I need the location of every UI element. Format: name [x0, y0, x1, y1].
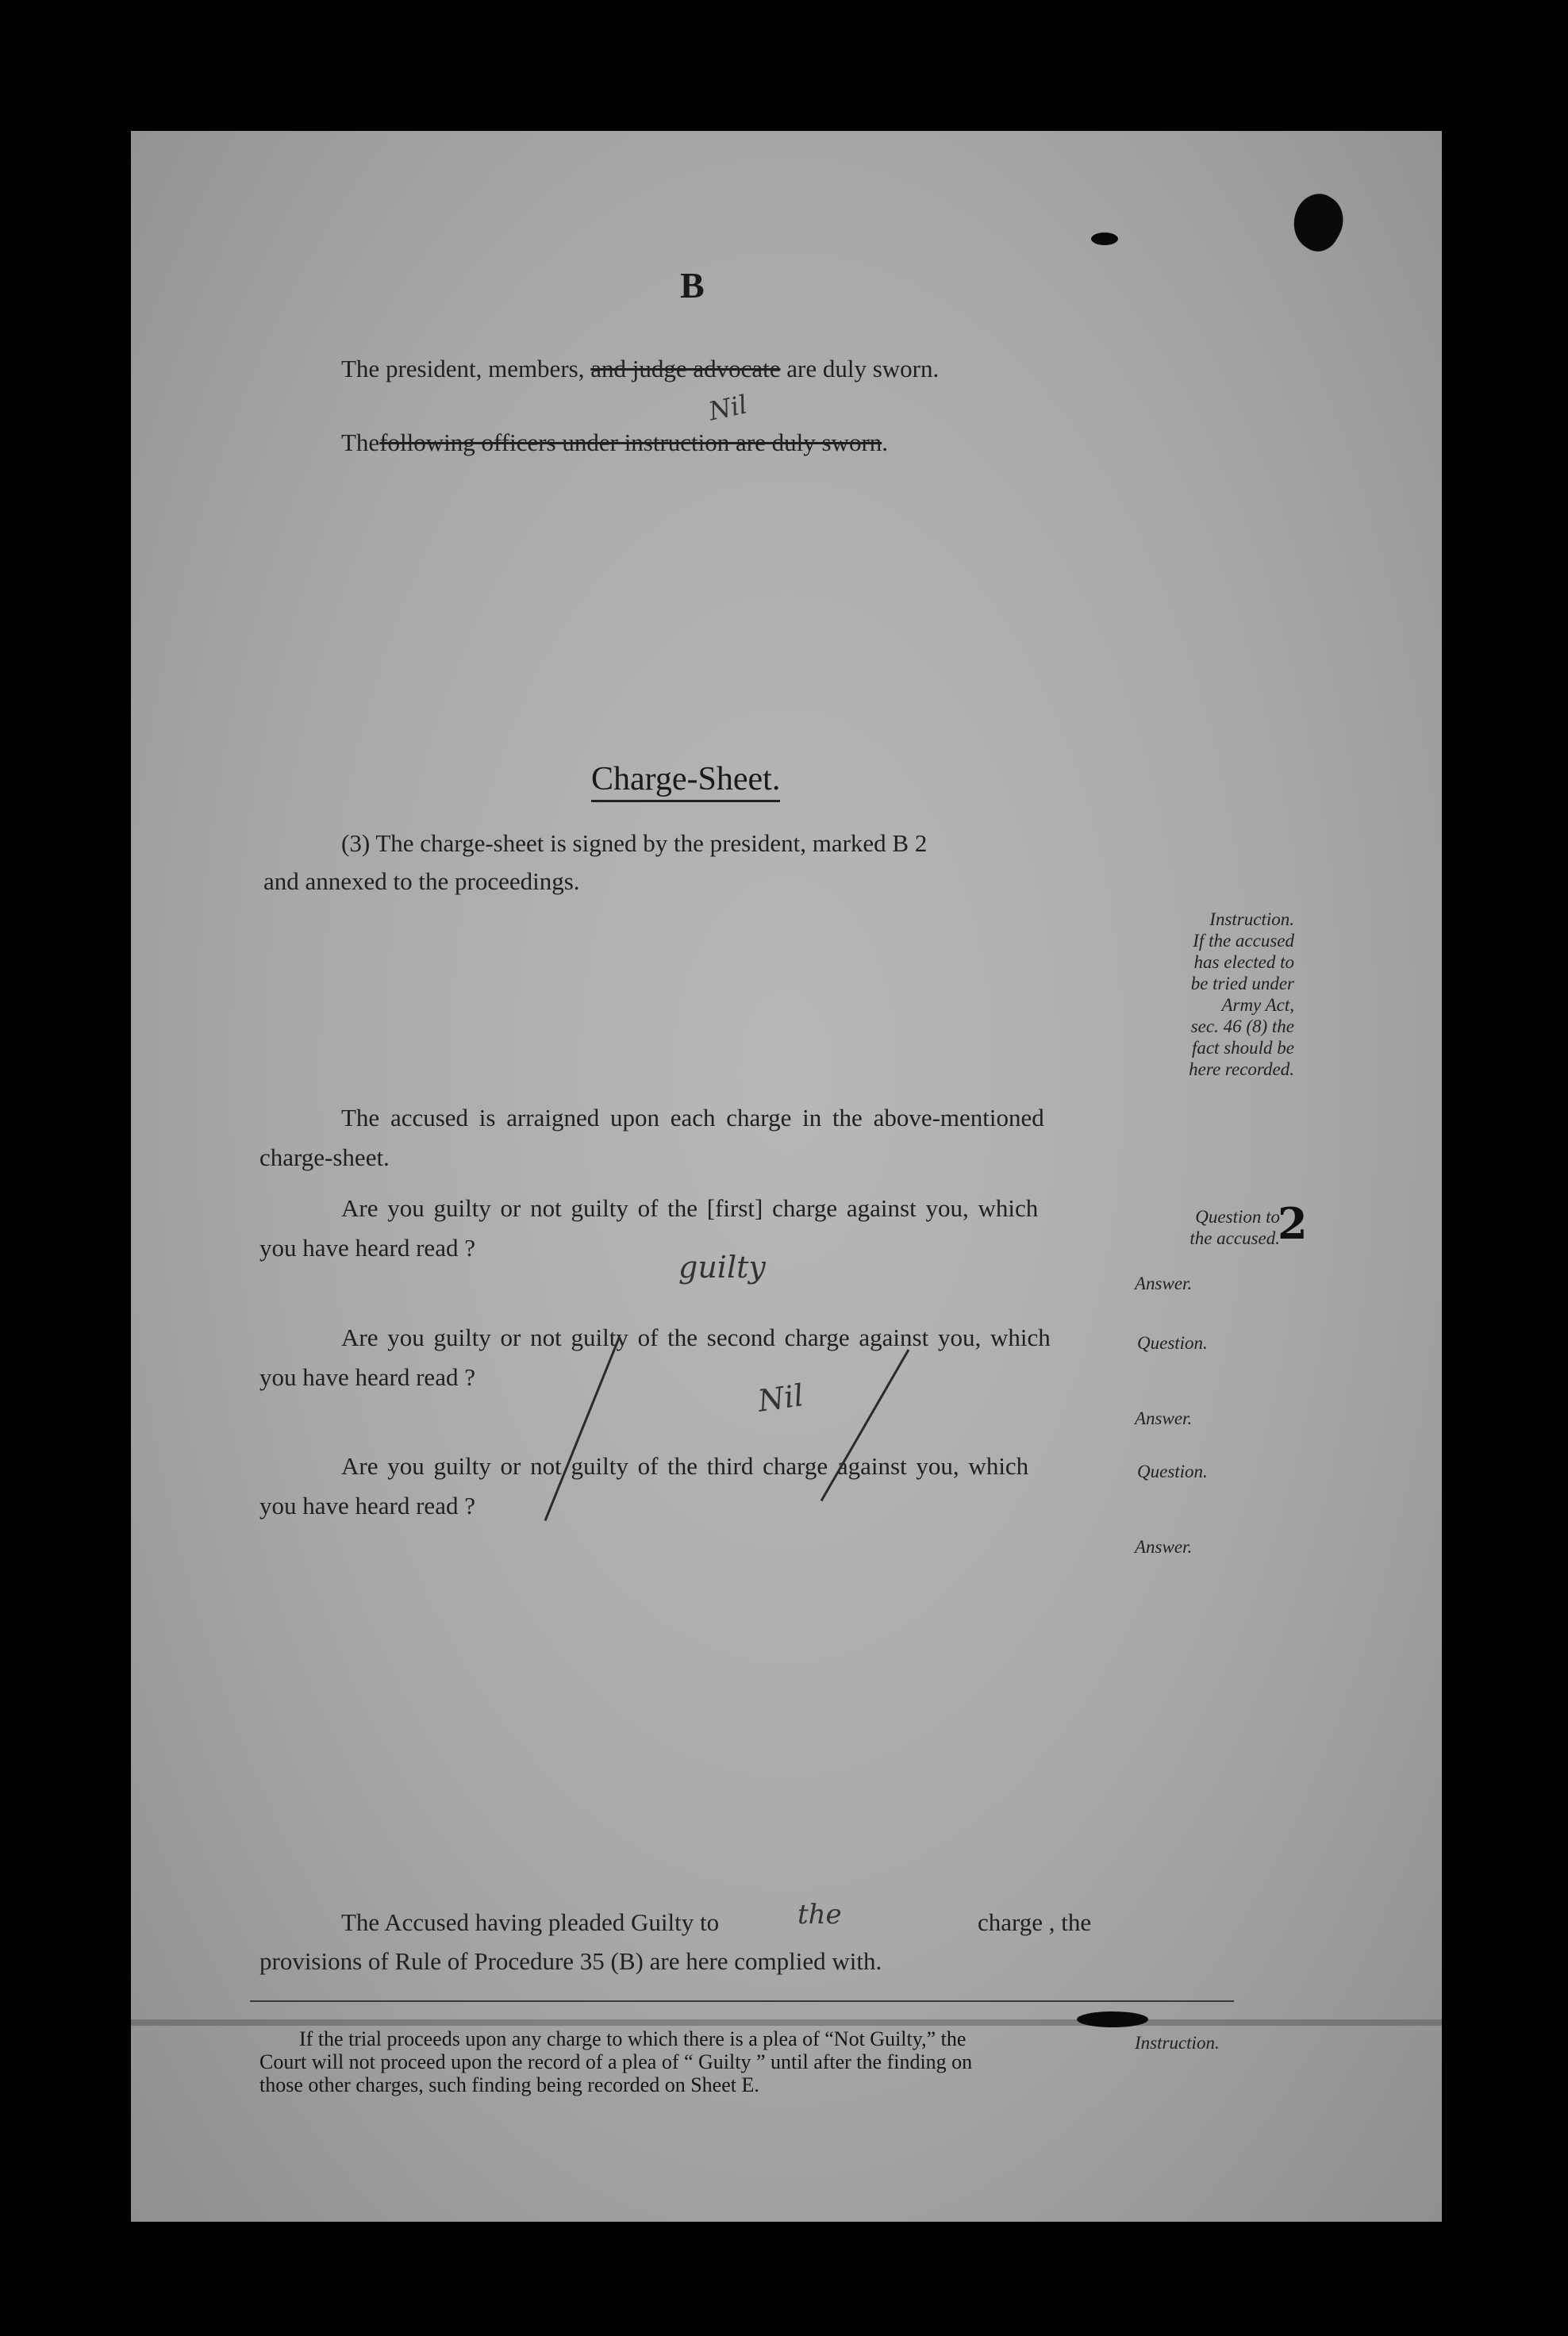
paper-fold — [131, 2019, 1442, 2026]
instruction-line: be tried under — [1190, 974, 1294, 993]
question-1-line1: Are you guilty or not guilty of the [first] charge against you, which — [341, 1194, 1039, 1222]
question-margin-text: the accused. — [1189, 1228, 1280, 1248]
instruction-line: fact should be — [1191, 1038, 1294, 1058]
answer-2-label: Answer. — [1135, 1408, 1193, 1428]
section-title-charge-sheet: Charge-Sheet. — [591, 760, 780, 802]
instruction-line: sec. 46 (8) the — [1190, 1016, 1294, 1036]
footnote-instruction-label: Instruction. — [1135, 2033, 1220, 2053]
instruction-line: has elected to — [1193, 952, 1294, 972]
footnote-line: If the trial proceeds upon any charge to which there is a plea of “Not Guilty,” the — [299, 2027, 967, 2050]
question-1-margin-label — [1161, 1206, 1280, 1249]
handwritten-nil-1: Nil — [705, 389, 750, 427]
officers-period: . — [882, 428, 889, 456]
cross-out-stroke-left — [544, 1336, 621, 1521]
ink-blot-footnote — [1077, 2011, 1148, 2027]
question-1-line2: you have heard read ? — [259, 1234, 475, 1262]
instruction-line: If the accused — [1193, 931, 1294, 951]
sworn-struck-judge-advocate: and judge advocate — [590, 355, 781, 382]
question-2-line1: Are you guilty or not guilty of the second charge against you, which — [341, 1324, 1051, 1351]
officers-line — [341, 428, 888, 457]
question-3-line2: you have heard read ? — [259, 1492, 475, 1520]
sworn-president-members: The president, members, — [341, 355, 585, 382]
pleaded-text-a: The Accused having pleaded Guilty to — [341, 1908, 720, 1936]
footnote-line: those other charges, such finding being recorded on Sheet E. — [259, 2073, 759, 2096]
question-2-margin-label: Question. — [1137, 1333, 1208, 1353]
question-3-margin-label: Question. — [1137, 1462, 1208, 1481]
ink-blot-small — [1091, 232, 1118, 245]
sworn-line — [341, 355, 939, 383]
handwritten-the: the — [797, 1899, 842, 1931]
handwritten-answer-guilty: guilty — [678, 1250, 766, 1285]
handwritten-page-number: 2 — [1278, 1198, 1308, 1249]
charge-sheet-para-line2: and annexed to the proceedings. — [263, 867, 580, 895]
ink-blot-large — [1283, 186, 1354, 259]
pleaded-text-b: charge , the — [978, 1908, 1092, 1936]
arraigned-line1: The accused is arraigned upon each charge in the above-mentioned — [341, 1104, 1044, 1132]
sworn-are-duly-sworn: are duly sworn. — [786, 355, 940, 382]
sheet-letter: B — [680, 265, 705, 305]
answer-1-label: Answer. — [1135, 1274, 1193, 1293]
officers-struck-text: following officers under instruction are duly sworn — [379, 428, 882, 456]
footnote-rule — [250, 2000, 1234, 2002]
footnote-line: Court will not proceed upon the record of a plea of “ Guilty ” until after the finding on — [259, 2050, 973, 2073]
footnote — [259, 2027, 1234, 2096]
question-margin-text: Question to — [1195, 1207, 1280, 1227]
pleaded-line2: provisions of Rule of Procedure 35 (B) are here complied with. — [259, 1947, 882, 1975]
pleaded-line1 — [341, 1908, 719, 1937]
instruction-line: here recorded. — [1189, 1059, 1294, 1079]
instruction-line: Instruction. — [1209, 909, 1294, 929]
answer-3-label: Answer. — [1135, 1537, 1193, 1557]
document-page — [131, 131, 1442, 2222]
arraigned-line2: charge-sheet. — [259, 1143, 390, 1171]
instruction-line: Army Act, — [1221, 995, 1294, 1015]
charge-sheet-para-line1: (3) The charge-sheet is signed by the president, marked B 2 — [341, 829, 928, 857]
handwritten-answer-nil: Nil — [755, 1377, 806, 1419]
question-2-line2: you have heard read ? — [259, 1363, 475, 1391]
instruction-margin-note — [1139, 909, 1294, 1080]
question-3-line1: Are you guilty or not guilty of the third charge against you, which — [341, 1452, 1029, 1480]
officers-the: The — [341, 428, 380, 456]
